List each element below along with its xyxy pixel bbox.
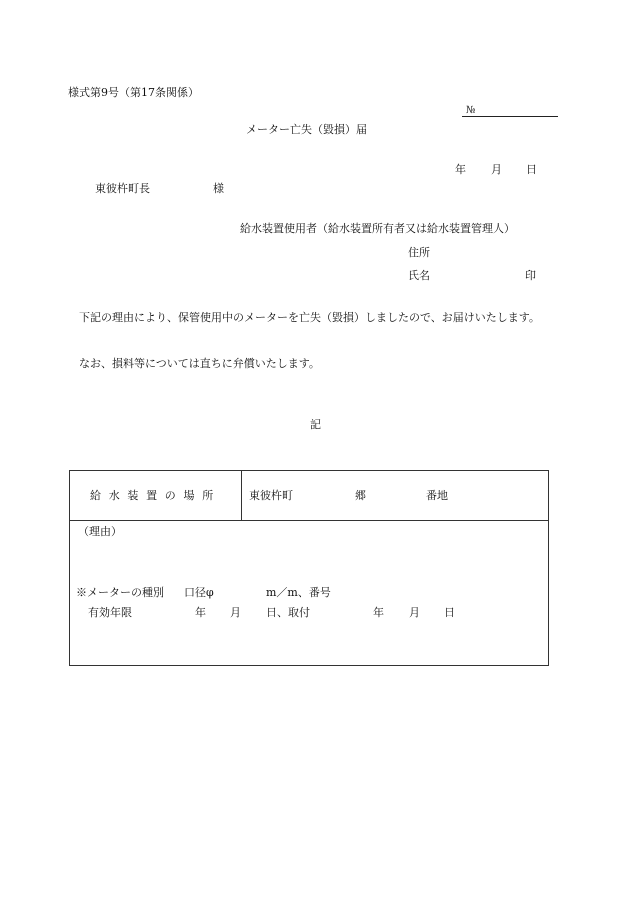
addressee-honorific: 様 bbox=[213, 182, 224, 195]
location-banchi: 番地 bbox=[426, 489, 448, 502]
install-day-label: 日、取付 bbox=[266, 606, 310, 619]
mm-number-label: m／m、番号 bbox=[266, 586, 331, 599]
body-paragraph-1: 下記の理由により、保管使用中のメーターを亡失（毀損）しましたので、お届けいたします。 bbox=[79, 311, 540, 324]
address-label: 住所 bbox=[408, 246, 430, 259]
location-label: 給水装置の場所 bbox=[90, 489, 221, 502]
validity-year: 年 bbox=[195, 606, 206, 619]
body-paragraph-2: なお、損料等については直ちに弁償いたします。 bbox=[79, 357, 320, 370]
date-month: 月 bbox=[491, 163, 502, 176]
bore-label: 口径φ bbox=[184, 586, 214, 599]
addressee-name: 東彼杵町長 bbox=[95, 182, 150, 195]
validity-label: 有効年限 bbox=[88, 606, 132, 619]
meter-type-label: ※メーターの種別 bbox=[76, 586, 164, 599]
reason-label: （理由） bbox=[78, 525, 122, 538]
validity-month: 月 bbox=[230, 606, 241, 619]
table-column-divider bbox=[241, 471, 242, 520]
form-number: 様式第9号（第17条関係） bbox=[68, 86, 199, 99]
name-label: 氏名 bbox=[408, 269, 430, 282]
details-table bbox=[69, 470, 549, 666]
location-go: 郷 bbox=[355, 489, 366, 502]
ki-heading: 記 bbox=[310, 418, 321, 431]
date-year: 年 bbox=[455, 163, 466, 176]
no-label: № bbox=[466, 105, 476, 116]
table-row-divider bbox=[70, 520, 548, 521]
install-year: 年 bbox=[373, 606, 384, 619]
applicant-heading: 給水装置使用者（給水装置所有者又は給水装置管理人） bbox=[240, 222, 515, 235]
location-town: 東彼杵町 bbox=[249, 489, 293, 502]
install-month: 月 bbox=[409, 606, 420, 619]
seal-label: 印 bbox=[525, 269, 536, 282]
install-day: 日 bbox=[444, 606, 455, 619]
date-day: 日 bbox=[526, 163, 537, 176]
no-underline bbox=[462, 116, 558, 117]
form-title: メーター亡失（毀損）届 bbox=[246, 123, 367, 136]
